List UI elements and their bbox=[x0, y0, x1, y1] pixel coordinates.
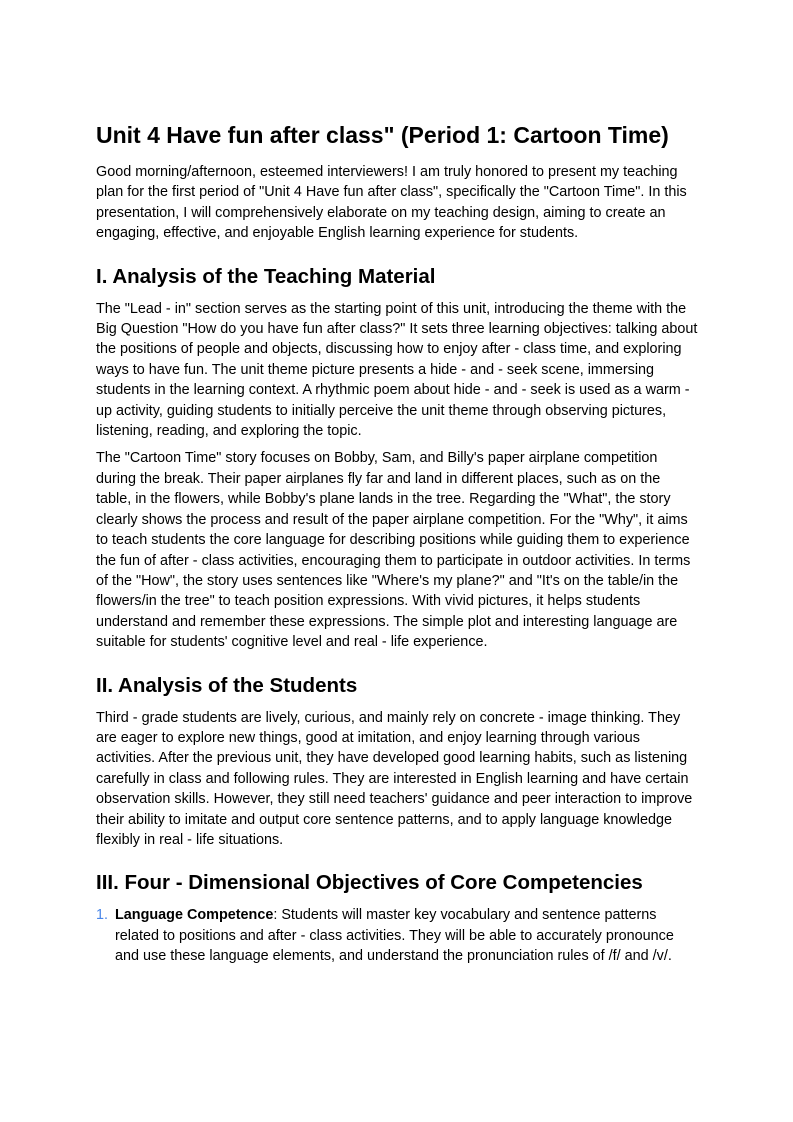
document-title: Unit 4 Have fun after class" (Period 1: Cartoon Time) bbox=[96, 122, 669, 148]
section-objectives bbox=[96, 870, 698, 966]
list-term: Language Competence bbox=[115, 907, 274, 924]
objectives-list bbox=[96, 905, 698, 966]
list-text: : Students will master key vocabulary and sentence patterns related to positions and after - class activities. They will be able to accurately pronounce and use these language elements, and understand the pronunciation rules of /f/ and /v/. bbox=[115, 907, 674, 965]
section-heading: II. Analysis of the Students bbox=[96, 673, 358, 697]
section-teaching-material bbox=[96, 264, 698, 653]
list-number: 1. bbox=[96, 907, 109, 924]
paragraph: The "Lead - in" section serves as the starting point of this unit, introducing the theme with the Big Question "How do you have fun after class?" It sets three learning objectives: talking about the positions of people and objects, discussing how to enjoy after - class time, and exploring ways to have fun. The unit theme picture presents a hide - and - seek scene, immersing students in the learning context. A rhythmic poem about hide - and - seek is used as a warm - up activity, guiding students to initially perceive the unit theme through observing pictures, listening, reading, and exploring the topic. bbox=[96, 300, 698, 440]
list-item bbox=[96, 905, 698, 966]
section-students bbox=[96, 673, 698, 851]
section-heading: III. Four - Dimensional Objectives of Core Competencies bbox=[96, 871, 643, 895]
paragraph: The "Cartoon Time" story focuses on Bobby, Sam, and Billy's paper airplane competition during the break. Their paper airplanes fly far and land in different places, such as on the table, in the flowers, while Bobby's plane lands in the tree. Regarding the "What", the story clearly shows the process and result of the paper airplane competition. For the "Why", it aims to teach students the core language for describing positions while guiding them to experience the fun of after - class activities, encouraging them to participate in outdoor activities. In terms of the "How", the story uses sentences like "Where's my plane?" and "It's on the table/in the flowers/in the tree" to teach position expressions. With vivid pictures, it helps students understand and remember these expressions. The simple plot and interesting language are suitable for students' cognitive level and real - life experience. bbox=[96, 450, 691, 651]
section-heading: I. Analysis of the Teaching Material bbox=[96, 264, 436, 288]
paragraph: Third - grade students are lively, curious, and mainly rely on concrete - image thinking. They are eager to explore new things, good at imitation, and enjoy learning through various activities. After the previous unit, they have developed good learning habits, such as listening carefully in class and following rules. They are interested in English learning and have certain observation skills. However, they still need teachers' guidance and peer interaction to improve their ability to imitate and output core sentence patterns, and to apply language knowledge flexibly in real - life situations. bbox=[96, 709, 693, 848]
intro-paragraph: Good morning/afternoon, esteemed interviewers! I am truly honored to present my teaching plan for the first period of "Unit 4 Have fun after class", specifically the "Cartoon Time". In this presentation, I will comprehensively elaborate on my teaching design, aiming to create an engaging, effective, and enjoyable English learning experience for students. bbox=[96, 164, 687, 242]
